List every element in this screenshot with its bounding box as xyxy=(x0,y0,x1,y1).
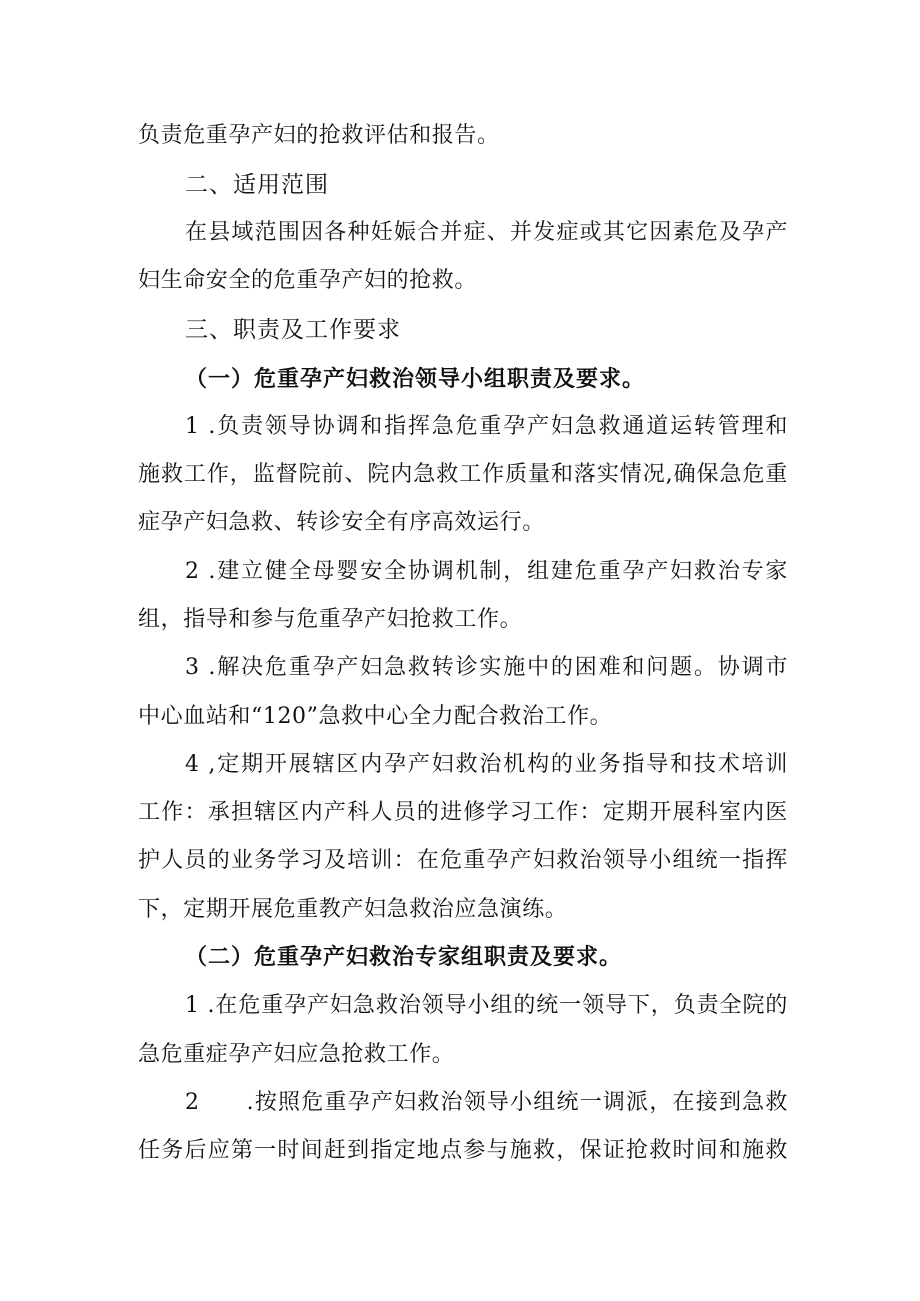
item-1-line-3: 症孕产妇急救、转诊安全有序高效运行。 xyxy=(138,510,545,535)
item-4-line-2: 工作：承担辖区内产科人员的进修学习工作：定期开展科室内医 xyxy=(138,800,788,825)
section-heading-scope: 二、适用范围 xyxy=(185,172,329,198)
expert-item-1-line-1: 1 .在危重孕产妇急救治领导小组的统一领导下，负责全院的 xyxy=(185,993,788,1018)
section-heading-duties: 三、职责及工作要求 xyxy=(185,317,401,343)
subheading-expert-group: （二）危重孕产妇救治专家组职责及要求。 xyxy=(185,945,623,970)
subheading-leading-group: （一）危重孕产妇救治领导小组职责及要求。 xyxy=(185,367,646,392)
item-4-line-1: 4 ,定期开展辖区内孕产妇救治机构的业务指导和技术培训 xyxy=(185,752,788,777)
item-1-line-1: 1 .负责领导协调和指挥急危重孕产妇急救通道运转管理和 xyxy=(185,414,788,439)
paragraph-continuation: 负责危重孕产妇的抢救评估和报告。 xyxy=(138,123,500,148)
item-3-line-1: 3 .解决危重孕产妇急救转诊实施中的困难和问题。协调市 xyxy=(185,655,788,680)
item-2-line-2: 组，指导和参与危重孕产妇抢救工作。 xyxy=(138,607,523,632)
expert-item-2-line-1: 2 .按照危重孕产妇救治领导小组统一调派，在接到急救 xyxy=(185,1090,788,1115)
item-1-line-2: 施救工作，监督院前、院内急救工作质量和落实情况,确保急危重 xyxy=(138,462,788,487)
item-4-line-3: 护人员的业务学习及培训：在危重孕产妇救治领导小组统一指挥 xyxy=(138,848,788,873)
item-4-line-4: 下，定期开展危重教产妇急救治应急演练。 xyxy=(138,897,568,922)
expert-item-2-line-2: 任务后应第一时间赶到指定地点参与施救，保证抢救时间和施救 xyxy=(138,1138,788,1163)
scope-paragraph-line-2: 妇生命安全的危重孕产妇的抢救。 xyxy=(138,268,478,293)
item-2-line-1: 2 .建立健全母婴安全协调机制，组建危重孕产妇救治专家 xyxy=(185,559,788,584)
expert-item-1-line-2: 急危重症孕产妇应急抢救工作。 xyxy=(138,1042,455,1067)
item-3-line-2: 中心血站和“120”急救中心全力配合救治工作。 xyxy=(138,704,613,729)
scope-paragraph-line-1: 在县域范围因各种妊娠合并症、并发症或其它因素危及孕产 xyxy=(185,220,788,245)
